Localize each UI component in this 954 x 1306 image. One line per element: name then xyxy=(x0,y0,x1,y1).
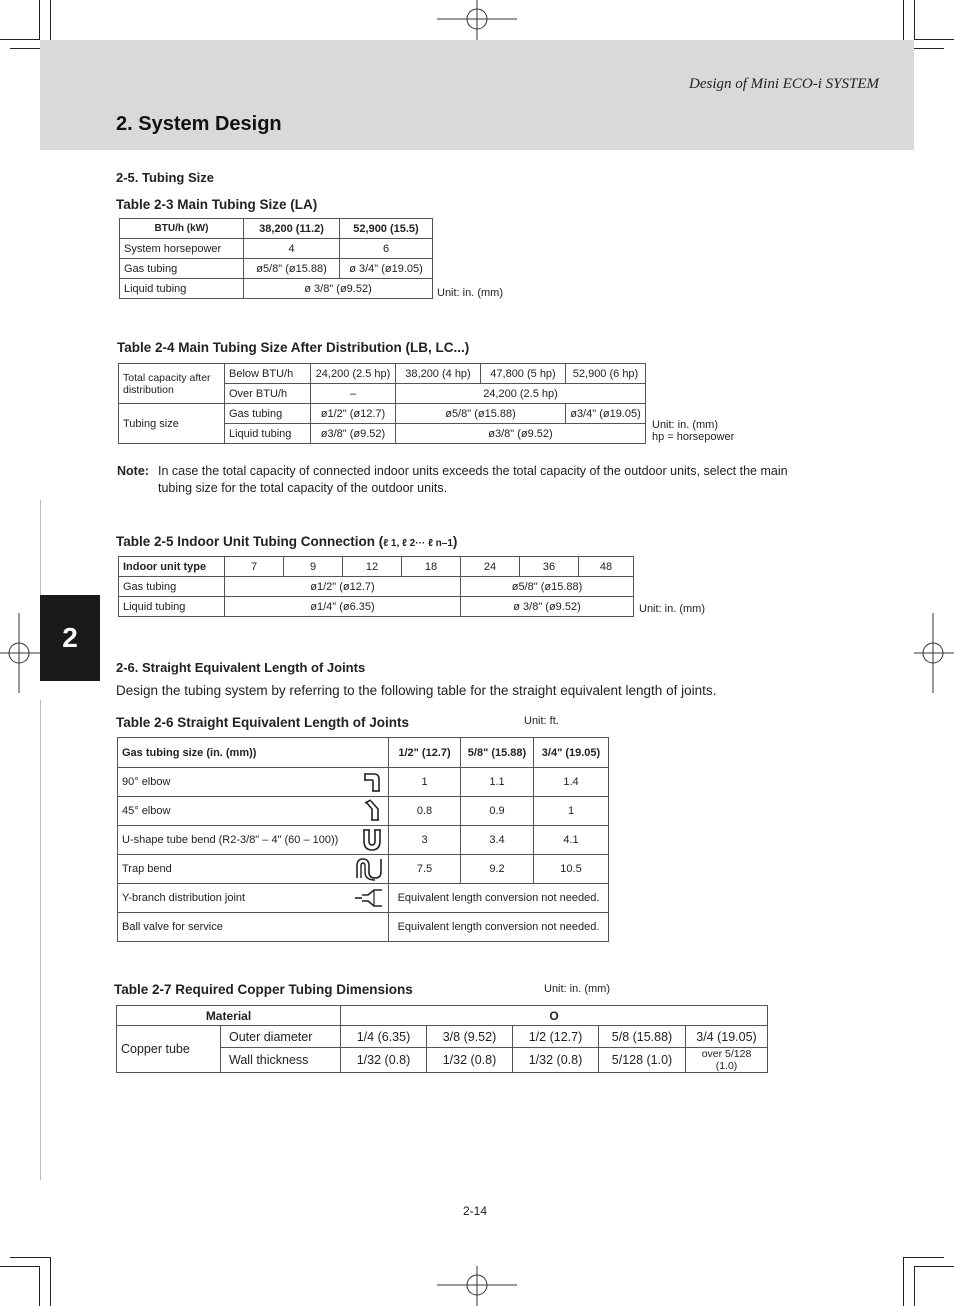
margin-rule xyxy=(40,500,41,595)
table-cell: 7 xyxy=(225,557,284,577)
trim-mark xyxy=(903,1257,944,1258)
table-cell: 52,900 (6 hp) xyxy=(566,364,646,384)
section-text: Design the tubing system by referring to the following table for the straight equivalent length of joints. xyxy=(116,683,717,698)
table-cell: Outer diameter xyxy=(221,1026,341,1048)
table-cell xyxy=(118,826,389,855)
table-row xyxy=(118,797,609,826)
table-cell: 3/4 (19.05) xyxy=(686,1026,768,1048)
u-bend-icon xyxy=(360,827,384,853)
table-row xyxy=(120,279,433,299)
table-cell: 47,800 (5 hp) xyxy=(481,364,566,384)
table-cell: 3 xyxy=(389,826,461,855)
table-cell: ø5/8" (ø15.88) xyxy=(396,404,566,424)
table-2-4 xyxy=(118,363,646,444)
table-cell: O xyxy=(341,1006,768,1026)
table-row xyxy=(119,404,646,424)
table-cell xyxy=(118,797,389,826)
page-number: 2-14 xyxy=(463,1204,488,1218)
trim-mark xyxy=(39,0,40,40)
table-row xyxy=(119,364,646,384)
table-cell: 24,200 (2.5 hp) xyxy=(311,364,396,384)
section-heading: 2-6. Straight Equivalent Length of Joints xyxy=(116,660,366,675)
table-cell: 5/8" (15.88) xyxy=(461,738,534,768)
table-cell: Liquid tubing xyxy=(119,597,225,617)
table-row xyxy=(120,239,433,259)
trim-mark xyxy=(10,1257,51,1258)
table-cell: ø1/2" (ø12.7) xyxy=(311,404,396,424)
table-cell: ø5/8" (ø15.88) xyxy=(244,259,340,279)
registration-mark-icon xyxy=(0,613,40,693)
table-cell: ø 3/8" (ø9.52) xyxy=(461,597,634,617)
table-cell: 4 xyxy=(244,239,340,259)
joint-label: Trap bend xyxy=(122,863,172,875)
joint-label: U-shape tube bend (R2-3/8" – 4" (60 – 100)) xyxy=(122,834,339,846)
page-title: 2. System Design xyxy=(116,113,282,135)
table-cell: ø3/4" (ø19.05) xyxy=(566,404,646,424)
table-cell: ø3/8" (ø9.52) xyxy=(311,424,396,444)
table-cell: 5/128 (1.0) xyxy=(599,1048,686,1073)
table-cell: ø1/4" (ø6.35) xyxy=(225,597,461,617)
table-row xyxy=(120,259,433,279)
table-cell: 38,200 (4 hp) xyxy=(396,364,481,384)
table-row xyxy=(119,597,634,617)
note-label: Note: xyxy=(117,464,149,478)
table-cell: Total capacity after distribution xyxy=(119,364,225,404)
table-cell: ø 3/4" (ø19.05) xyxy=(340,259,433,279)
section-heading: 2-5. Tubing Size xyxy=(116,170,214,185)
table-cell: 1/2 (12.7) xyxy=(513,1026,599,1048)
unit-label: Unit: in. (mm) xyxy=(544,983,610,995)
table-cell: 24,200 (2.5 hp) xyxy=(396,384,646,404)
table-cell: 48 xyxy=(579,557,634,577)
table-caption-symbols: ℓ 1, ℓ 2··· ℓ n–1 xyxy=(383,538,453,549)
table-2-5 xyxy=(118,556,634,617)
table-caption-end: ) xyxy=(452,534,458,549)
table-caption-text: Table 2-5 Indoor Unit Tubing Connection ( xyxy=(116,534,384,549)
unit-label: hp = horsepower xyxy=(652,431,735,443)
table-2-7 xyxy=(116,1005,768,1073)
table-header-row xyxy=(117,1006,768,1026)
table-cell: Liquid tubing xyxy=(120,279,244,299)
unit-label: Unit: in. (mm) xyxy=(639,603,705,615)
joint-label: 45° elbow xyxy=(122,805,171,817)
table-cell: 1 xyxy=(534,797,609,826)
table-cell: Liquid tubing xyxy=(225,424,311,444)
chapter-tab: 2 xyxy=(40,595,100,681)
table-cell: Indoor unit type xyxy=(119,557,225,577)
table-cell: 38,200 (11.2) xyxy=(244,219,340,239)
table-cell xyxy=(118,768,389,797)
table-cell: ø 3/8" (ø9.52) xyxy=(244,279,433,299)
table-cell: Gas tubing size (in. (mm)) xyxy=(118,738,389,768)
trim-mark xyxy=(914,0,915,40)
table-row xyxy=(118,913,609,942)
joint-label: Y-branch distribution joint xyxy=(122,892,246,904)
trim-mark xyxy=(914,1266,954,1267)
table-cell: 5/8 (15.88) xyxy=(599,1026,686,1048)
table-cell: 1/32 (0.8) xyxy=(341,1048,427,1073)
table-cell: over 5/128 (1.0) xyxy=(686,1048,768,1073)
table-cell: 18 xyxy=(402,557,461,577)
table-row xyxy=(117,1026,768,1048)
trim-mark xyxy=(903,1257,904,1306)
table-row xyxy=(118,884,609,913)
table-cell: 9.2 xyxy=(461,855,534,884)
table-cell: 1.4 xyxy=(534,768,609,797)
table-header-row xyxy=(118,738,609,768)
table-cell: Below BTU/h xyxy=(225,364,311,384)
table-caption xyxy=(116,534,457,549)
table-cell: Gas tubing xyxy=(225,404,311,424)
y-branch-icon xyxy=(354,887,384,909)
table-cell: 52,900 (15.5) xyxy=(340,219,433,239)
table-cell xyxy=(118,855,389,884)
trim-mark xyxy=(914,39,954,40)
table-cell: 0.9 xyxy=(461,797,534,826)
table-cell: 3/8 (9.52) xyxy=(427,1026,513,1048)
table-cell: Gas tubing xyxy=(120,259,244,279)
table-row xyxy=(119,577,634,597)
table-header-row xyxy=(119,557,634,577)
registration-mark-icon xyxy=(437,1266,517,1306)
table-cell: Over BTU/h xyxy=(225,384,311,404)
table-cell: – xyxy=(311,384,396,404)
table-cell: ø3/8" (ø9.52) xyxy=(396,424,646,444)
table-row xyxy=(118,826,609,855)
table-cell: 12 xyxy=(343,557,402,577)
table-cell: 7.5 xyxy=(389,855,461,884)
table-header-row xyxy=(120,219,433,239)
joint-label: 90° elbow xyxy=(122,776,171,788)
table-cell: BTU/h (kW) xyxy=(120,219,244,239)
table-2-6 xyxy=(117,737,609,942)
table-cell: Gas tubing xyxy=(119,577,225,597)
trap-bend-icon xyxy=(354,856,384,882)
elbow-45-icon xyxy=(362,799,384,823)
table-cell: ø5/8" (ø15.88) xyxy=(461,577,634,597)
margin-rule xyxy=(40,700,41,1180)
trim-mark xyxy=(914,1266,915,1306)
registration-mark-icon xyxy=(914,613,954,693)
table-caption: Table 2-4 Main Tubing Size After Distribution (LB, LC...) xyxy=(117,340,470,355)
table-cell: ø1/2" (ø12.7) xyxy=(225,577,461,597)
table-cell: 3.4 xyxy=(461,826,534,855)
trim-mark xyxy=(0,39,40,40)
table-cell: Tubing size xyxy=(119,404,225,444)
elbow-90-icon xyxy=(362,770,384,794)
table-cell: System horsepower xyxy=(120,239,244,259)
registration-mark-icon xyxy=(437,0,517,40)
header-subtitle: Design of Mini ECO-i SYSTEM xyxy=(689,76,879,92)
table-cell: 1 xyxy=(389,768,461,797)
table-cell: 9 xyxy=(284,557,343,577)
table-cell: 1/4 (6.35) xyxy=(341,1026,427,1048)
table-caption: Table 2-7 Required Copper Tubing Dimensions xyxy=(114,982,413,997)
table-cell: Wall thickness xyxy=(221,1048,341,1073)
table-cell: Material xyxy=(117,1006,341,1026)
table-cell: 6 xyxy=(340,239,433,259)
table-cell: Ball valve for service xyxy=(118,913,389,942)
table-cell: 1/2" (12.7) xyxy=(389,738,461,768)
table-2-3 xyxy=(119,218,433,299)
trim-mark xyxy=(50,1257,51,1306)
table-cell: 1.1 xyxy=(461,768,534,797)
note-text: In case the total capacity of connected indoor units exceeds the total capacity of the outdoor units, select the main tubing size for the total capacity of the outdoor units. xyxy=(158,464,788,495)
table-caption: Table 2-3 Main Tubing Size (LA) xyxy=(116,197,318,212)
table-row xyxy=(118,768,609,797)
table-cell: Equivalent length conversion not needed. xyxy=(389,884,609,913)
table-cell xyxy=(118,884,389,913)
trim-mark xyxy=(39,1266,40,1306)
table-cell: 36 xyxy=(520,557,579,577)
table-cell: 3/4" (19.05) xyxy=(534,738,609,768)
unit-label: Unit: ft. xyxy=(524,715,559,727)
table-row xyxy=(118,855,609,884)
table-cell: Equivalent length conversion not needed. xyxy=(389,913,609,942)
table-cell: 0.8 xyxy=(389,797,461,826)
table-caption: Table 2-6 Straight Equivalent Length of Joints xyxy=(116,715,410,730)
unit-label: Unit: in. (mm) xyxy=(437,287,503,299)
table-cell: 1/32 (0.8) xyxy=(427,1048,513,1073)
table-cell: 10.5 xyxy=(534,855,609,884)
table-cell: 1/32 (0.8) xyxy=(513,1048,599,1073)
table-cell: Copper tube xyxy=(117,1026,221,1073)
unit-label: Unit: in. (mm) xyxy=(652,419,718,431)
trim-mark xyxy=(0,1266,40,1267)
table-cell: 24 xyxy=(461,557,520,577)
table-cell: 4.1 xyxy=(534,826,609,855)
